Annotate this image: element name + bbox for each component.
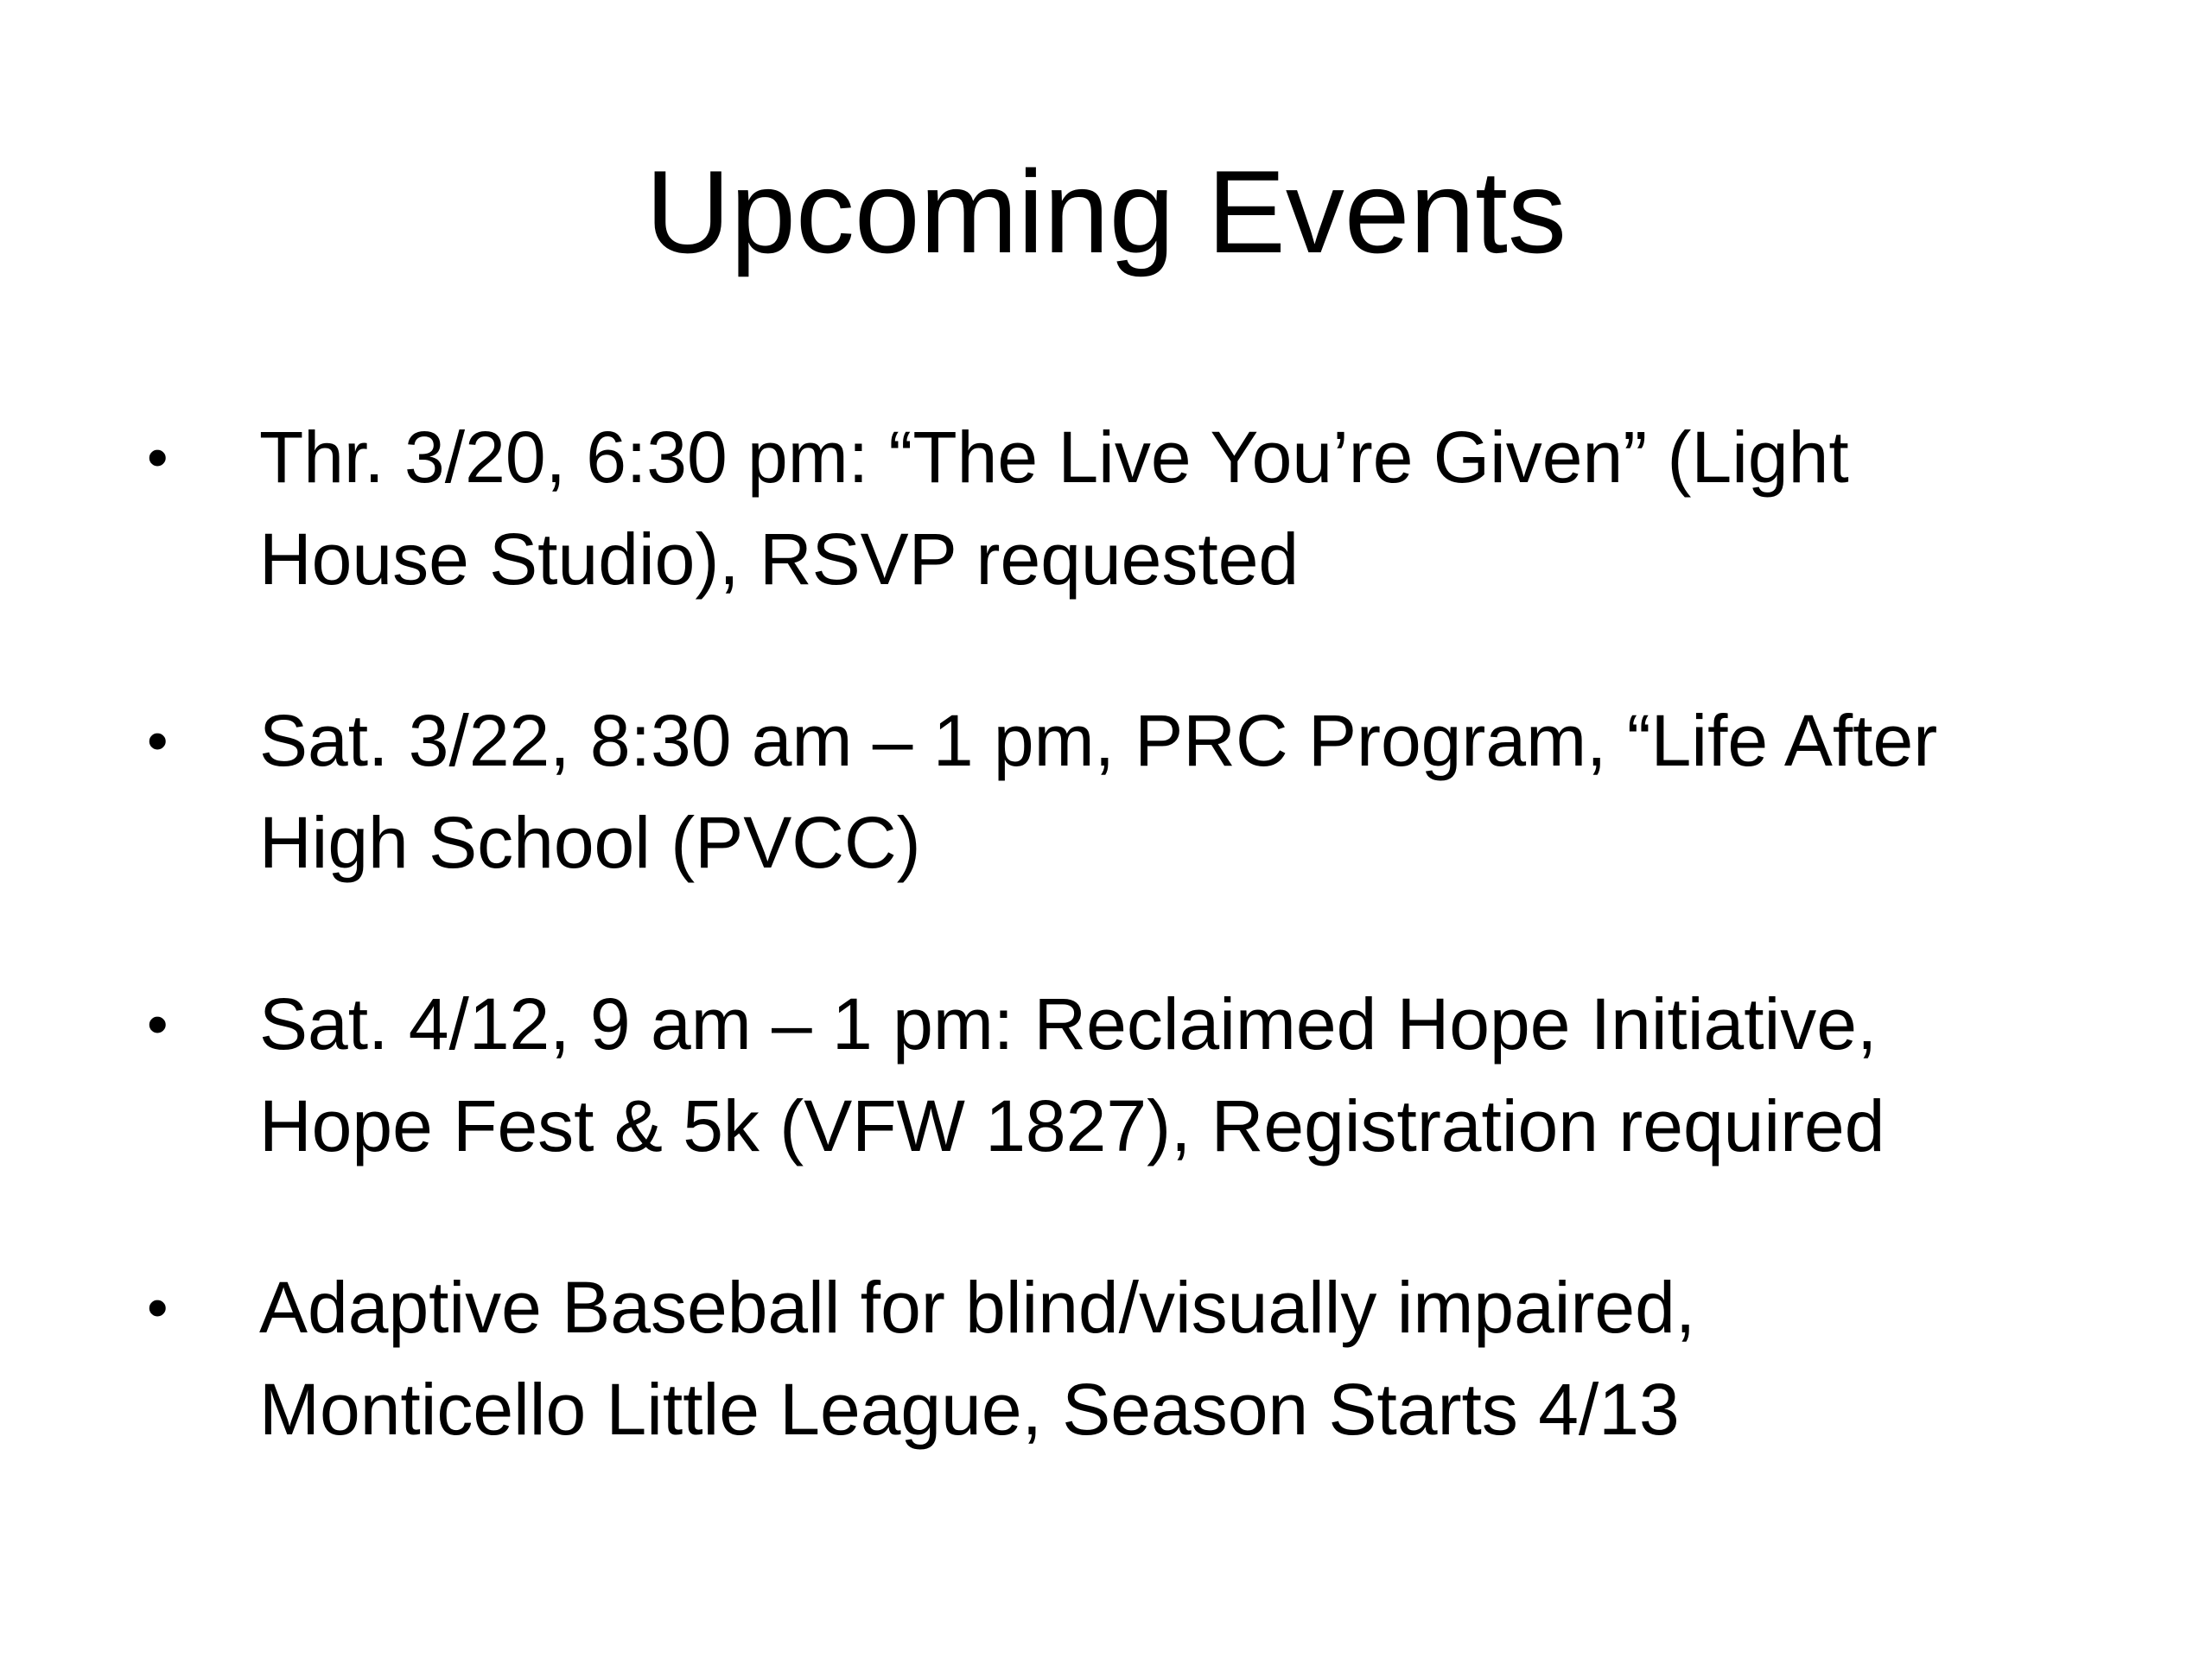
list-item: [147, 1256, 2100, 1460]
bullet-icon: •: [147, 1274, 168, 1341]
list-item: [147, 690, 2100, 893]
list-item: [147, 406, 2100, 610]
slide-title: Upcoming Events: [645, 146, 1567, 277]
event-text: Thr. 3/20, 6:30 pm: “The Live You’re Given” (Light House Studio), RSVP requested: [259, 416, 1849, 600]
event-text: Sat. 4/12, 9 am – 1 pm: Reclaimed Hope Initiative, Hope Fest & 5k (VFW 1827), Registration required: [259, 983, 1885, 1166]
event-list: [147, 406, 2100, 1540]
bullet-icon: •: [147, 990, 168, 1058]
event-text: Adaptive Baseball for blind/visually impaired, Monticello Little League, Season Starts 4/13: [259, 1267, 1696, 1450]
event-text: Sat. 3/22, 8:30 am – 1 pm, PRC Program, “Life After High School (PVCC): [259, 700, 1938, 883]
list-item: [147, 973, 2100, 1177]
bullet-icon: •: [147, 707, 168, 774]
bullet-icon: •: [147, 423, 168, 491]
